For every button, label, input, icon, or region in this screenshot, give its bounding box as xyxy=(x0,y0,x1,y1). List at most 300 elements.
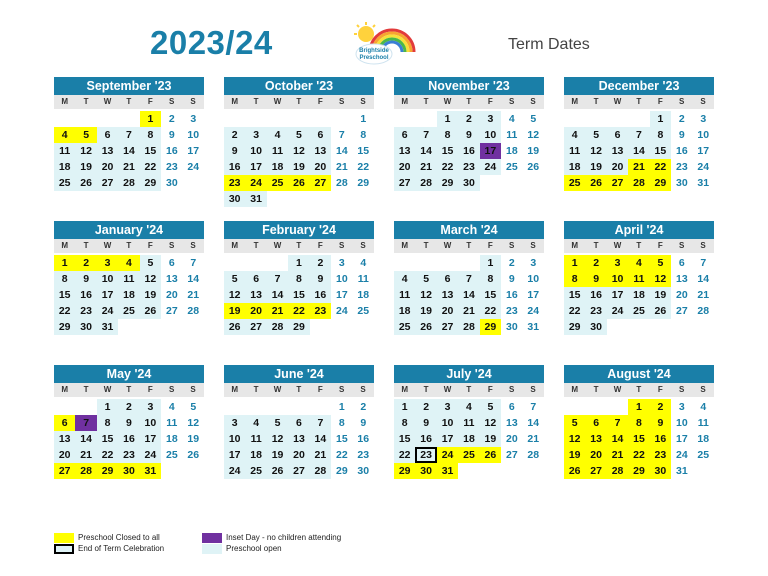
day-cell: 7 xyxy=(267,271,288,287)
day-cell: 13 xyxy=(245,287,266,303)
weekday-header xyxy=(394,239,544,253)
day-cell: 23 xyxy=(357,449,370,461)
day-cell: 24 xyxy=(224,463,245,479)
day-cell: 2 xyxy=(360,401,367,413)
weekday-label: T xyxy=(83,241,89,250)
month-title: March '24 xyxy=(394,221,544,239)
day-cell: 27 xyxy=(505,449,518,461)
day-cell: 23 xyxy=(75,303,96,319)
day-cell: 1 xyxy=(288,255,309,271)
page-title: 2023/24 xyxy=(150,24,273,61)
weekday-label: W xyxy=(273,97,282,106)
day-cell: 25 xyxy=(165,449,178,461)
day-cell: 12 xyxy=(585,143,606,159)
day-cell: 31 xyxy=(140,463,161,479)
month-calendar xyxy=(54,77,204,189)
weekday-label: S xyxy=(338,241,345,250)
page-subtitle: Term Dates xyxy=(508,36,590,53)
day-cell: 27 xyxy=(288,463,309,479)
day-cell: 19 xyxy=(480,431,501,447)
day-cell: 7 xyxy=(310,415,331,431)
day-cell: 27 xyxy=(607,175,628,191)
day-cell: 16 xyxy=(675,145,688,157)
day-cell: 18 xyxy=(394,303,415,319)
day-cell: 27 xyxy=(310,175,331,191)
weekday-label: S xyxy=(168,97,175,106)
day-cell: 29 xyxy=(97,463,118,479)
day-cell: 1 xyxy=(54,255,75,271)
weekday-label: F xyxy=(487,385,493,394)
day-cell: 25 xyxy=(267,175,288,191)
legend-inset-swatch xyxy=(202,533,222,543)
day-cell: 6 xyxy=(607,127,628,143)
day-cell: 14 xyxy=(118,143,139,159)
weekday-label: T xyxy=(126,385,132,394)
weekday-label: F xyxy=(657,241,663,250)
day-cell: 28 xyxy=(415,175,436,191)
day-cell: 22 xyxy=(480,303,501,319)
day-cell: 25 xyxy=(54,175,75,191)
day-cell: 18 xyxy=(505,145,518,157)
day-cell: 8 xyxy=(97,415,118,431)
weekday-header xyxy=(564,383,714,397)
day-cell: 4 xyxy=(700,401,707,413)
day-cell: 31 xyxy=(527,321,540,333)
day-cell: 14 xyxy=(187,273,200,285)
day-cell: 11 xyxy=(628,271,649,287)
day-cell: 30 xyxy=(75,319,96,335)
day-cell: 22 xyxy=(54,303,75,319)
day-cell: 28 xyxy=(458,319,479,335)
weekday-label: F xyxy=(147,241,153,250)
day-cell: 21 xyxy=(607,447,628,463)
day-cell: 1 xyxy=(338,401,345,413)
day-cell: 27 xyxy=(437,319,458,335)
weekday-label: T xyxy=(466,385,472,394)
day-cell: 14 xyxy=(697,273,710,285)
day-cell: 19 xyxy=(564,447,585,463)
day-cell: 24 xyxy=(245,175,266,191)
day-cell: 5 xyxy=(190,401,197,413)
weekday-label: T xyxy=(296,241,302,250)
day-cell: 30 xyxy=(585,319,606,335)
day-cell: 24 xyxy=(187,161,200,173)
day-cell: 10 xyxy=(224,431,245,447)
weekday-label: F xyxy=(657,385,663,394)
day-cell: 1 xyxy=(360,113,367,125)
day-cell: 22 xyxy=(97,447,118,463)
day-cell: 29 xyxy=(394,463,415,479)
day-cell: 2 xyxy=(75,255,96,271)
weekday-header xyxy=(54,383,204,397)
day-cell: 18 xyxy=(245,447,266,463)
day-cell: 10 xyxy=(607,271,628,287)
day-cell: 15 xyxy=(564,287,585,303)
day-cell: 29 xyxy=(628,463,649,479)
weekday-header xyxy=(394,383,544,397)
day-cell: 10 xyxy=(187,129,200,141)
day-cell: 21 xyxy=(267,303,288,319)
day-cell: 12 xyxy=(75,143,96,159)
day-cell: 18 xyxy=(564,159,585,175)
day-cell: 30 xyxy=(357,465,370,477)
weekday-label: T xyxy=(593,241,599,250)
day-cell: 25 xyxy=(564,175,585,191)
weekday-label: S xyxy=(508,97,515,106)
day-cell: 15 xyxy=(54,287,75,303)
day-cell: 10 xyxy=(245,143,266,159)
day-cell: 21 xyxy=(415,159,436,175)
day-cell: 23 xyxy=(118,447,139,463)
month-title: January '24 xyxy=(54,221,204,239)
day-cell: 23 xyxy=(675,161,688,173)
weekday-label: F xyxy=(657,97,663,106)
day-cell: 23 xyxy=(505,305,518,317)
day-cell: 8 xyxy=(650,127,671,143)
month-title: August '24 xyxy=(564,365,714,383)
day-cell: 15 xyxy=(650,143,671,159)
weekday-label: W xyxy=(103,97,112,106)
day-cell: 22 xyxy=(288,303,309,319)
day-cell: 20 xyxy=(310,159,331,175)
day-cell: 10 xyxy=(675,417,688,429)
weekday-label: S xyxy=(700,97,706,106)
day-cell: 26 xyxy=(564,463,585,479)
day-cell: 13 xyxy=(288,431,309,447)
day-cell: 13 xyxy=(54,431,75,447)
weekday-label: M xyxy=(231,97,239,106)
day-cell: 24 xyxy=(675,449,688,461)
day-cell: 8 xyxy=(437,127,458,143)
weekday-label: T xyxy=(423,385,429,394)
day-cell: 15 xyxy=(480,287,501,303)
weekday-header xyxy=(54,239,204,253)
day-cell: 25 xyxy=(357,305,370,317)
day-cell: 9 xyxy=(458,127,479,143)
day-cell: 2 xyxy=(458,111,479,127)
day-cell: 4 xyxy=(458,399,479,415)
day-cell: 23 xyxy=(165,161,178,173)
day-cell: 6 xyxy=(437,271,458,287)
legend-closed-label: Preschool Closed to all xyxy=(78,533,160,542)
day-cell: 4 xyxy=(267,127,288,143)
month-calendar xyxy=(54,221,204,333)
day-cell: 3 xyxy=(437,399,458,415)
day-cell: 26 xyxy=(187,449,200,461)
day-cell: 16 xyxy=(357,433,370,445)
svg-text:Preschool: Preschool xyxy=(359,55,389,61)
day-cell: 31 xyxy=(697,177,710,189)
day-cell: 11 xyxy=(54,143,75,159)
day-cell: 23 xyxy=(310,303,331,319)
day-cell: 8 xyxy=(360,129,367,141)
day-cell: 11 xyxy=(458,415,479,431)
day-cell: 16 xyxy=(415,431,436,447)
weekday-header xyxy=(224,95,374,109)
weekday-label: S xyxy=(338,97,345,106)
day-cell: 21 xyxy=(118,159,139,175)
weekday-label: S xyxy=(508,385,515,394)
weekday-label: S xyxy=(530,97,536,106)
day-cell: 26 xyxy=(585,175,606,191)
day-cell: 13 xyxy=(165,273,178,285)
day-cell: 20 xyxy=(607,159,628,175)
month-title: October '23 xyxy=(224,77,374,95)
day-cell: 2 xyxy=(415,399,436,415)
day-cell: 29 xyxy=(650,175,671,191)
day-cell: 6 xyxy=(245,271,266,287)
day-cell: 2 xyxy=(224,127,245,143)
weekday-label: M xyxy=(571,385,579,394)
day-cell: 20 xyxy=(97,159,118,175)
day-cell: 12 xyxy=(480,415,501,431)
day-cell: 26 xyxy=(140,303,161,319)
legend-inset-label: Inset Day - no children attending xyxy=(226,533,342,542)
day-cell: 21 xyxy=(75,447,96,463)
day-cell: 11 xyxy=(564,143,585,159)
day-cell: 2 xyxy=(650,399,671,415)
day-cell: 17 xyxy=(335,289,348,301)
weekday-label: M xyxy=(61,385,69,394)
day-cell: 23 xyxy=(458,159,479,175)
day-cell: 21 xyxy=(335,161,348,173)
day-cell: 28 xyxy=(697,305,710,317)
day-cell: 22 xyxy=(564,303,585,319)
day-cell: 28 xyxy=(607,463,628,479)
day-cell: 20 xyxy=(245,303,266,319)
day-cell: 20 xyxy=(505,433,518,445)
day-cell: 14 xyxy=(415,143,436,159)
day-cell: 25 xyxy=(505,161,518,173)
day-cell: 9 xyxy=(360,417,367,429)
day-cell: 7 xyxy=(190,257,197,269)
weekday-label: S xyxy=(338,385,345,394)
day-cell: 1 xyxy=(97,399,118,415)
weekday-label: T xyxy=(83,385,89,394)
day-cell: 5 xyxy=(267,415,288,431)
weekday-label: S xyxy=(360,241,366,250)
day-cell: 19 xyxy=(288,159,309,175)
day-cell: 9 xyxy=(118,415,139,431)
day-cell: 3 xyxy=(190,113,197,125)
day-cell: 1 xyxy=(480,255,501,271)
day-cell: 9 xyxy=(168,129,175,141)
day-cell: 29 xyxy=(480,319,501,335)
day-cell: 11 xyxy=(267,143,288,159)
day-cell: 26 xyxy=(75,175,96,191)
day-cell: 14 xyxy=(527,417,540,429)
day-cell: 3 xyxy=(700,113,707,125)
day-cell: 24 xyxy=(335,305,348,317)
day-cell: 13 xyxy=(394,143,415,159)
day-cell: 27 xyxy=(675,305,688,317)
month-title: September '23 xyxy=(54,77,204,95)
day-cell: 24 xyxy=(480,159,501,175)
day-cell: 6 xyxy=(168,257,175,269)
weekday-label: M xyxy=(401,385,409,394)
day-cell: 15 xyxy=(97,431,118,447)
day-cell: 19 xyxy=(527,145,540,157)
day-cell: 22 xyxy=(335,449,348,461)
day-cell: 6 xyxy=(678,257,685,269)
day-cell: 5 xyxy=(650,255,671,271)
day-cell: 18 xyxy=(628,287,649,303)
day-cell: 15 xyxy=(357,145,370,157)
day-cell: 7 xyxy=(628,127,649,143)
preschool-logo xyxy=(352,22,418,68)
day-cell: 5 xyxy=(564,415,585,431)
day-cell: 26 xyxy=(224,319,245,335)
day-cell: 2 xyxy=(585,255,606,271)
weekday-label: W xyxy=(273,241,282,250)
weekday-label: W xyxy=(613,97,622,106)
day-cell: 22 xyxy=(357,161,370,173)
day-cell: 7 xyxy=(700,257,707,269)
day-cell: 12 xyxy=(224,287,245,303)
day-cell: 16 xyxy=(505,289,518,301)
day-cell: 15 xyxy=(335,433,348,445)
weekday-header xyxy=(224,383,374,397)
day-cell: 16 xyxy=(458,143,479,159)
day-cell: 19 xyxy=(585,159,606,175)
day-cell: 3 xyxy=(140,399,161,415)
day-cell: 5 xyxy=(415,271,436,287)
day-cell: 12 xyxy=(564,431,585,447)
legend-open-swatch xyxy=(202,544,222,554)
weekday-label: T xyxy=(636,385,642,394)
day-cell: 31 xyxy=(437,463,458,479)
month-title: April '24 xyxy=(564,221,714,239)
day-cell: 1 xyxy=(437,111,458,127)
day-cell: 18 xyxy=(458,431,479,447)
day-cell: 6 xyxy=(508,401,515,413)
day-cell: 30 xyxy=(650,463,671,479)
legend-eot-swatch xyxy=(54,544,74,554)
day-cell: 16 xyxy=(310,287,331,303)
day-cell: 8 xyxy=(140,127,161,143)
day-cell: 4 xyxy=(508,113,515,125)
day-cell: 14 xyxy=(458,287,479,303)
day-cell: 27 xyxy=(54,463,75,479)
day-cell: 21 xyxy=(697,289,710,301)
day-cell: 29 xyxy=(140,175,161,191)
day-cell: 19 xyxy=(267,447,288,463)
day-cell: 13 xyxy=(97,143,118,159)
day-cell: 8 xyxy=(480,271,501,287)
day-cell: 29 xyxy=(335,465,348,477)
day-cell: 8 xyxy=(564,271,585,287)
day-cell: 7 xyxy=(75,415,96,431)
day-cell: 20 xyxy=(585,447,606,463)
day-cell: 1 xyxy=(564,255,585,271)
weekday-label: S xyxy=(190,97,196,106)
weekday-header xyxy=(224,239,374,253)
day-cell: 19 xyxy=(224,303,245,319)
day-cell: 24 xyxy=(697,161,710,173)
day-cell: 18 xyxy=(357,289,370,301)
day-cell: 17 xyxy=(607,287,628,303)
day-cell: 28 xyxy=(527,449,540,461)
weekday-label: M xyxy=(571,97,579,106)
weekday-label: T xyxy=(593,385,599,394)
day-cell: 11 xyxy=(394,287,415,303)
day-cell: 14 xyxy=(267,287,288,303)
day-cell: 31 xyxy=(245,191,266,207)
weekday-label: T xyxy=(423,97,429,106)
day-cell: 7 xyxy=(607,415,628,431)
day-cell: 11 xyxy=(506,129,518,141)
day-cell: 26 xyxy=(527,161,540,173)
month-title: December '23 xyxy=(564,77,714,95)
day-cell: 21 xyxy=(628,159,649,175)
day-cell: 30 xyxy=(224,191,245,207)
weekday-label: S xyxy=(700,241,706,250)
day-cell: 10 xyxy=(335,273,348,285)
weekday-label: M xyxy=(61,241,69,250)
day-cell: 17 xyxy=(97,287,118,303)
weekday-header xyxy=(54,95,204,109)
day-cell: 13 xyxy=(607,143,628,159)
day-cell: 4 xyxy=(118,255,139,271)
day-cell: 16 xyxy=(585,287,606,303)
day-cell: 3 xyxy=(224,415,245,431)
day-cell: 14 xyxy=(335,145,348,157)
weekday-label: F xyxy=(487,241,493,250)
day-cell: 27 xyxy=(97,175,118,191)
day-cell: 7 xyxy=(118,127,139,143)
day-cell: 13 xyxy=(437,287,458,303)
day-cell: 20 xyxy=(437,303,458,319)
day-cell: 3 xyxy=(245,127,266,143)
day-cell: 4 xyxy=(168,401,175,413)
day-cell: 31 xyxy=(675,465,688,477)
legend-eot-label: End of Term Celebration xyxy=(78,544,165,553)
weekday-label: S xyxy=(530,385,536,394)
day-cell: 17 xyxy=(437,431,458,447)
day-cell: 17 xyxy=(140,431,161,447)
day-cell: 9 xyxy=(224,143,245,159)
day-cell: 10 xyxy=(97,271,118,287)
day-cell: 25 xyxy=(394,319,415,335)
weekday-label: T xyxy=(253,385,259,394)
weekday-label: F xyxy=(317,241,323,250)
weekday-label: M xyxy=(231,241,239,250)
day-cell: 12 xyxy=(650,271,671,287)
weekday-label: M xyxy=(571,241,579,250)
day-cell: 20 xyxy=(165,289,178,301)
day-cell: 29 xyxy=(288,319,309,335)
day-cell: 4 xyxy=(628,255,649,271)
day-cell: 29 xyxy=(357,177,370,189)
day-cell: 20 xyxy=(675,289,688,301)
day-cell: 7 xyxy=(458,271,479,287)
day-cell: 31 xyxy=(97,319,118,335)
day-cell: 25 xyxy=(628,303,649,319)
day-cell: 8 xyxy=(394,415,415,431)
day-cell: 2 xyxy=(678,113,685,125)
day-cell: 13 xyxy=(585,431,606,447)
month-title: May '24 xyxy=(54,365,204,383)
weekday-label: S xyxy=(508,241,515,250)
day-cell: 9 xyxy=(650,415,671,431)
weekday-label: M xyxy=(401,241,409,250)
day-cell: 15 xyxy=(628,431,649,447)
weekday-label: F xyxy=(487,97,493,106)
day-cell: 13 xyxy=(505,417,518,429)
month-calendar xyxy=(224,221,374,333)
day-cell: 5 xyxy=(224,271,245,287)
day-cell: 11 xyxy=(357,273,369,285)
